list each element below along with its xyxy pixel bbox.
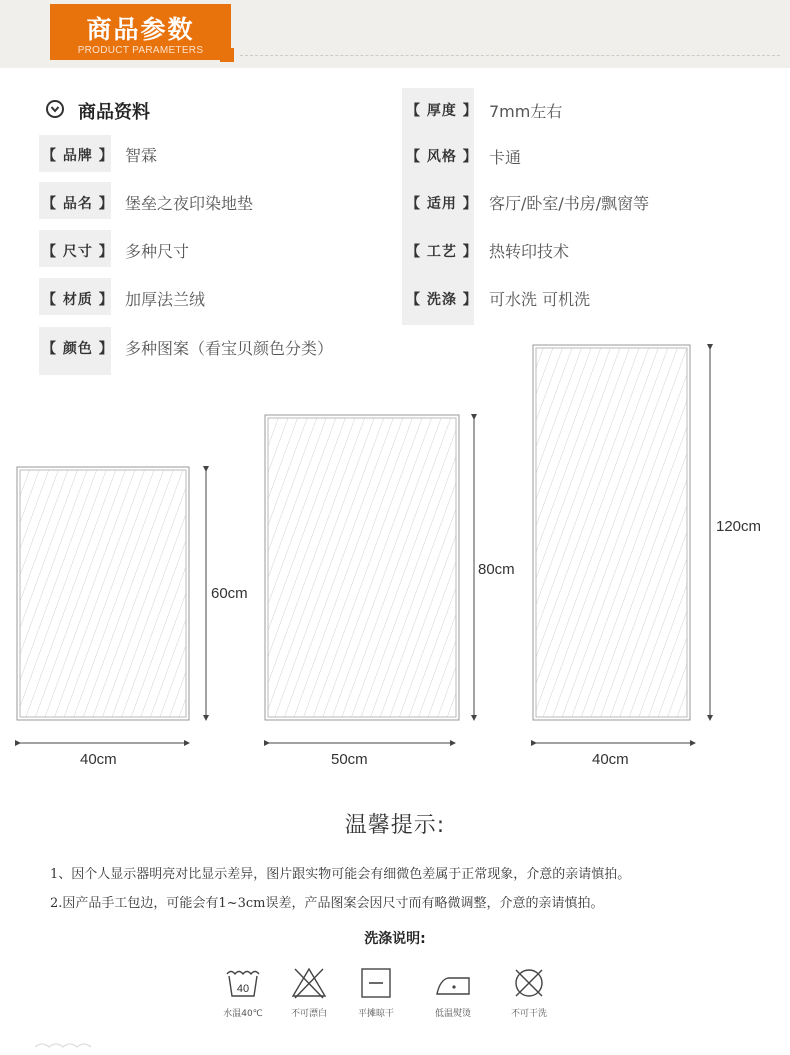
param-label-style: 【 风格 】 [406,149,478,165]
wash-40-caption: 水温40℃ [223,1009,263,1019]
param-label-color: 【 颜色 】 [42,341,114,357]
no-bleach-icon [291,966,327,1000]
param-label-name: 【 品名 】 [42,196,114,212]
param-label-thickness: 【 厚度 】 [406,103,478,119]
param-label-material: 【 材质 】 [42,292,114,308]
washing-title: 洗涤说明: [364,931,426,947]
param-value-color: 多种图案（看宝贝颜色分类） [125,339,334,358]
mat1-height-label: 60cm [211,585,248,602]
header-subtitle: PRODUCT PARAMETERS [77,45,204,56]
param-value-craft: 热转印技术 [489,242,570,261]
mat-50x80 [265,415,459,720]
low-iron-icon [434,970,472,1000]
low-iron-caption: 低温熨烫 [434,1009,471,1019]
param-value-washing: 可水洗 可机洗 [489,290,591,309]
param-value-name: 堡垒之夜印染地垫 [125,194,254,213]
param-value-brand: 智霖 [125,146,158,165]
flat-dry-caption: 平摊晾干 [357,1009,394,1019]
section-title: 商品资料 [78,102,150,123]
param-value-usage: 客厅/卧室/书房/飘窗等 [489,194,650,213]
no-dry-clean-icon [512,966,546,1000]
tip-note-2: 2.因产品手工包边，可能会有1~3cm误差，产品图案会因尺寸而有略微调整，介意的亲请慎拍。 [50,896,604,911]
tip-note-1: 1、因个人显示器明亮对比显示差异，图片跟实物可能会有细微色差属于正常现象，介意的亲请慎拍。 [50,867,631,882]
mat-40x120 [533,345,690,720]
mat3-height-label: 120cm [716,518,762,535]
size-diagrams [0,340,790,780]
chevron-down-circle-icon [46,100,64,118]
decorative-wave-icon [35,1036,95,1048]
header-divider [240,55,780,56]
param-label-craft: 【 工艺 】 [406,244,478,260]
mat2-width-label: 50cm [331,751,368,768]
header-title: 商品参数 [86,15,195,44]
param-value-size: 多种尺寸 [125,242,190,261]
tips-title: 温馨提示: [344,813,446,838]
flat-dry-icon [360,966,392,1000]
param-label-washing: 【 洗涤 】 [406,292,478,308]
header-title-box [50,4,231,60]
wash-temp-text: 40 [236,983,250,995]
mat2-height-label: 80cm [478,561,515,578]
param-value-style: 卡通 [489,148,522,167]
param-value-material: 加厚法兰绒 [125,290,206,309]
no-dry-clean-caption: 不可干洗 [510,1009,547,1019]
mat1-width-label: 40cm [80,751,117,768]
param-label-usage: 【 适用 】 [406,196,478,212]
wash-40-icon [225,966,261,1000]
mat-40x60 [17,467,189,720]
param-value-thickness: 7mm左右 [489,102,563,121]
param-label-size: 【 尺寸 】 [42,244,114,260]
mat3-width-label: 40cm [592,751,629,768]
param-label-brand: 【 品牌 】 [42,148,114,164]
header-accent-square [220,48,234,62]
no-bleach-caption: 不可漂白 [290,1009,327,1019]
